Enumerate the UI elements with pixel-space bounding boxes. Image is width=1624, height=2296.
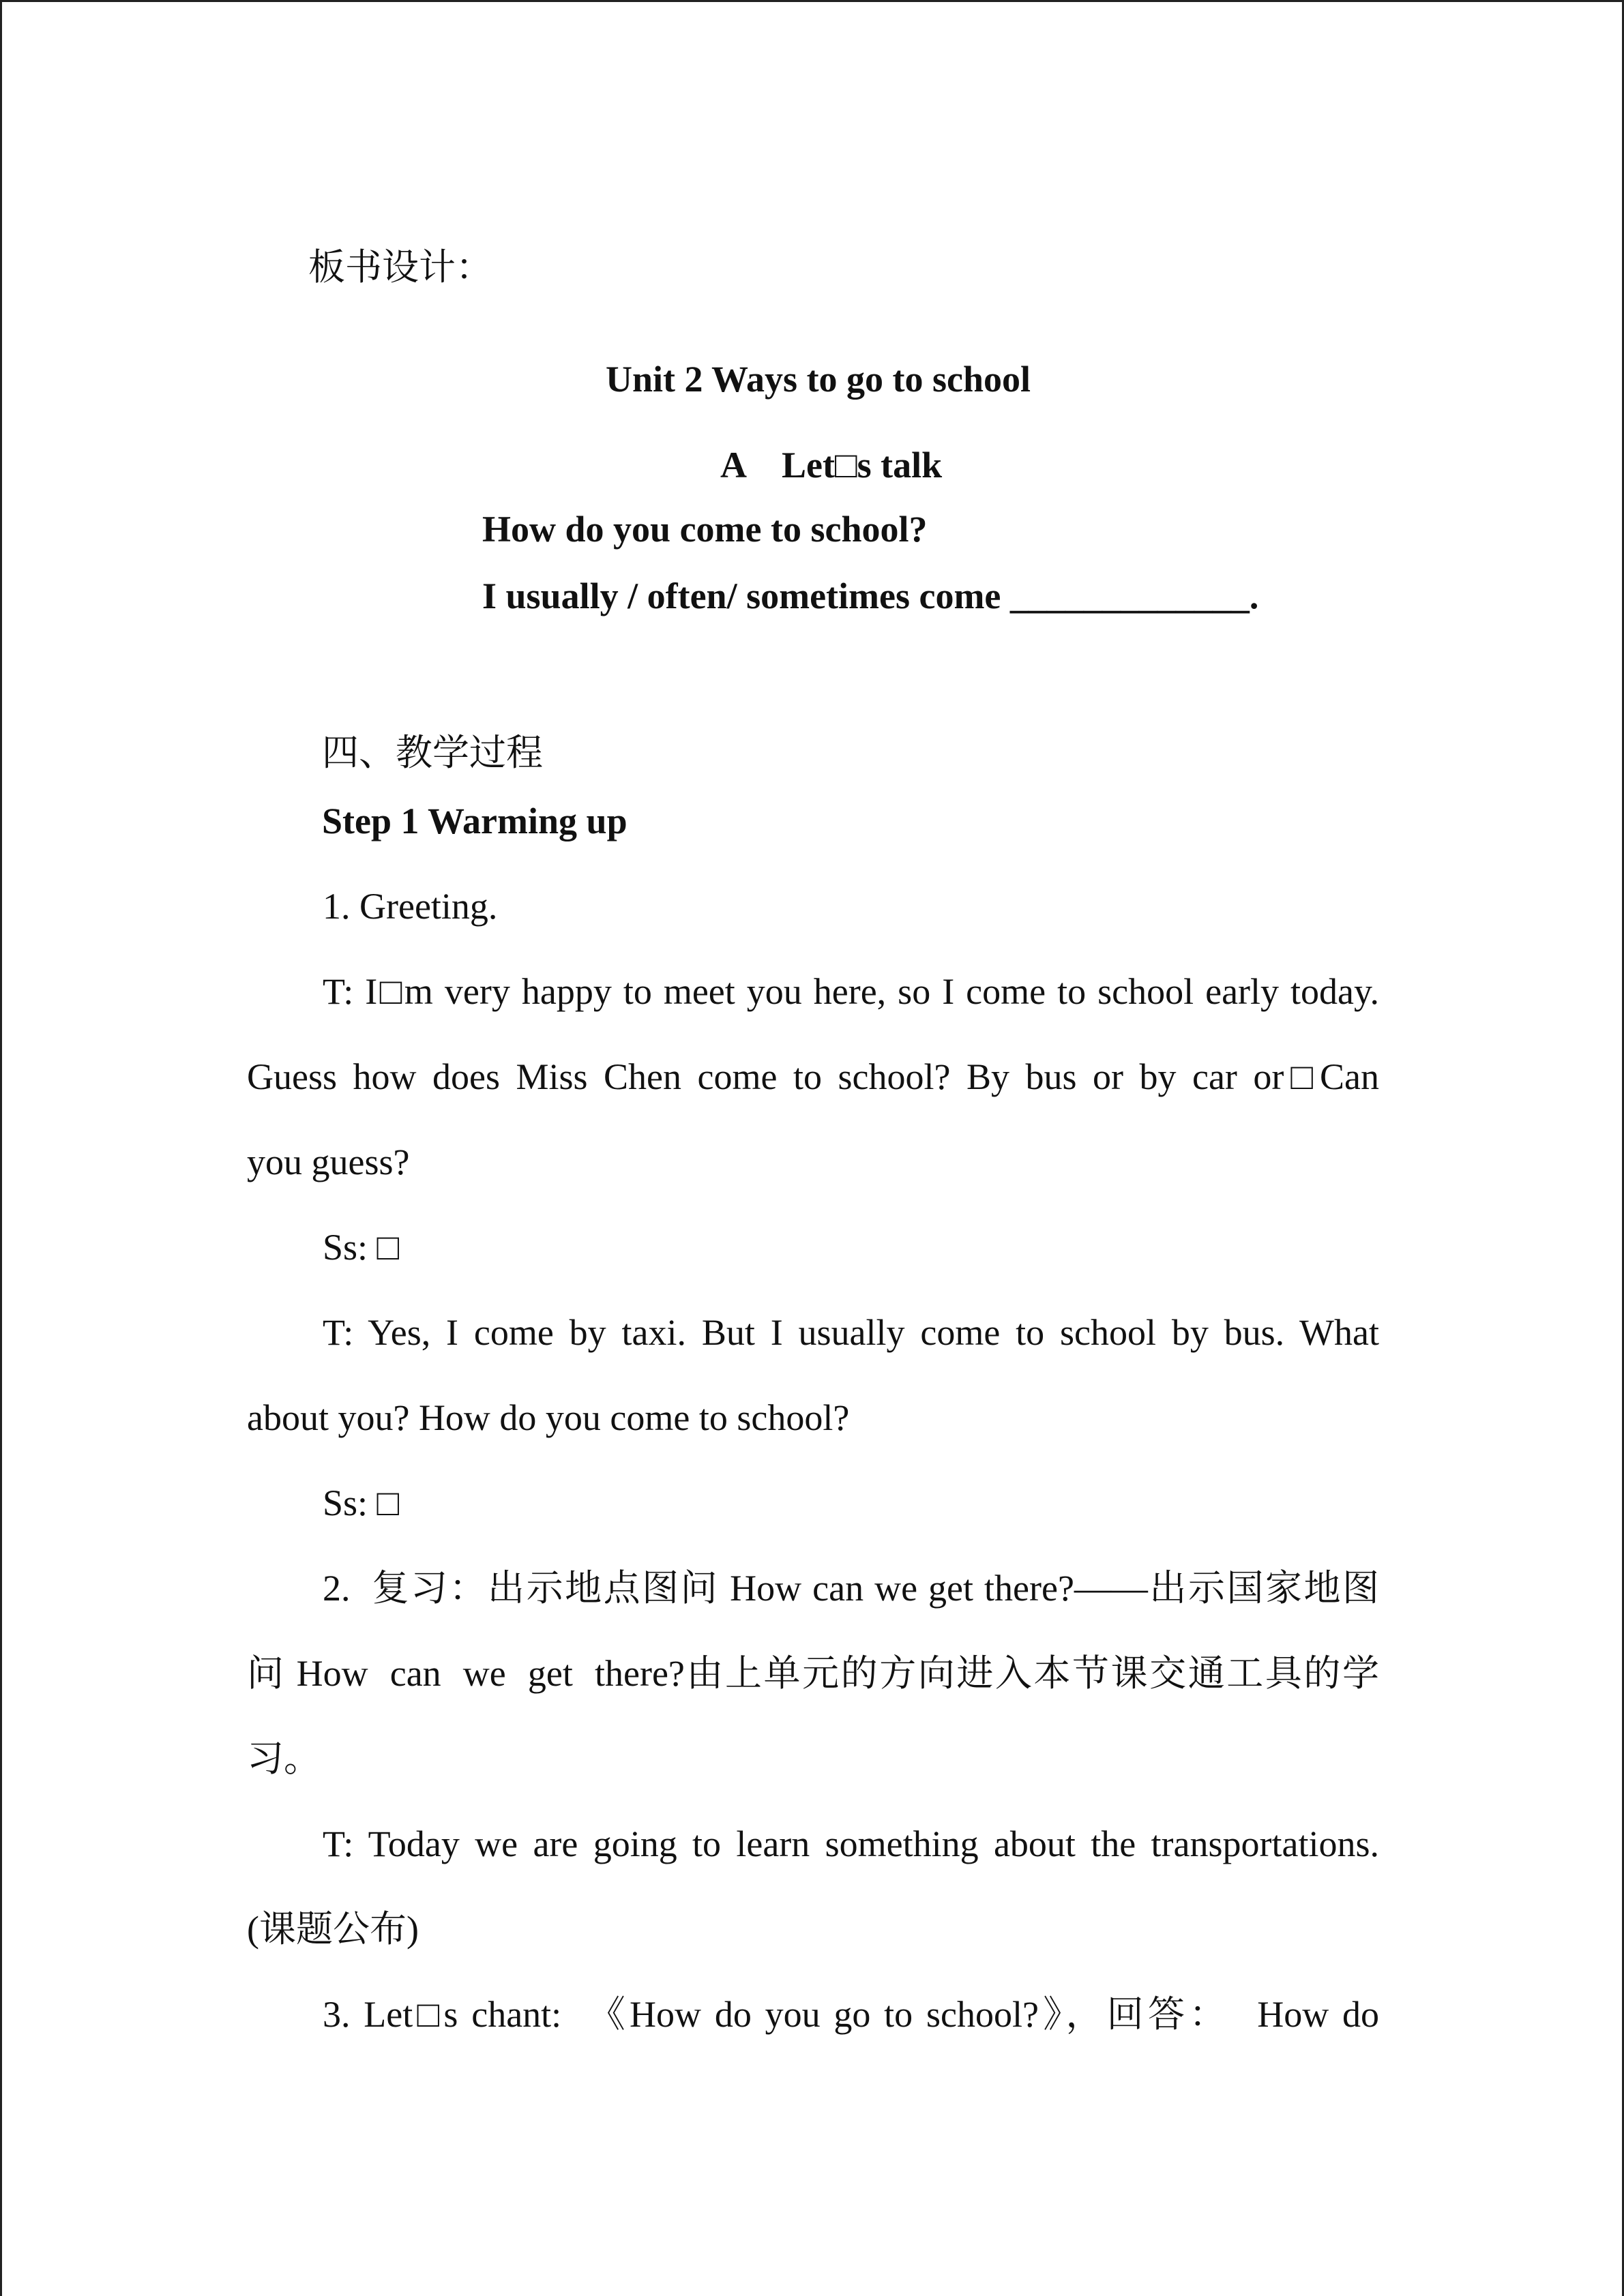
- paragraph-line: Guess how does Miss Chen come to school? By bus or by car or□Can: [247, 1056, 1379, 1097]
- page-top-border: [0, 0, 1624, 2]
- paragraph-line: Ss: □: [323, 1482, 400, 1523]
- board-section-title: A Let□s talk: [720, 445, 943, 486]
- board-answer: I usually / often/ sometimes come _____________.: [482, 576, 1259, 616]
- paragraph-line: T: Today we are going to learn something about the transportations.: [323, 1823, 1379, 1864]
- paragraph-line: Ss: □: [323, 1227, 400, 1268]
- board-design-heading: 板书设计：: [308, 247, 492, 288]
- paragraph-line: (课题公布): [247, 1909, 419, 1950]
- paragraph-line: 习。: [247, 1738, 321, 1779]
- board-unit-title: Unit 2 Ways to go to school: [606, 359, 1031, 400]
- paragraph-line: 2. 复习：出示地点图问 How can we get there?——出示国家地图: [323, 1568, 1379, 1609]
- paragraph-line: about you? How do you come to school?: [247, 1397, 850, 1438]
- section-title: 四、教学过程: [322, 732, 543, 773]
- board-question: How do you come to school?: [482, 509, 928, 550]
- paragraph-line: T: I□m very happy to meet you here, so I come to school early today.: [323, 971, 1379, 1012]
- paragraph-line: 3. Let□s chant: 《How do you go to school?》，回答： How do: [323, 1994, 1379, 2035]
- page-left-border: [0, 0, 2, 2296]
- paragraph-line: T: Yes, I come by taxi. But I usually come to school by bus. What: [323, 1312, 1379, 1353]
- paragraph-line: 问 How can we get there?由上单元的方向进入本节课交通工具的学: [247, 1653, 1379, 1694]
- paragraph-greeting: 1. Greeting.: [323, 886, 498, 927]
- step-title: Step 1 Warming up: [322, 801, 628, 841]
- paragraph-line: you guess?: [247, 1142, 410, 1182]
